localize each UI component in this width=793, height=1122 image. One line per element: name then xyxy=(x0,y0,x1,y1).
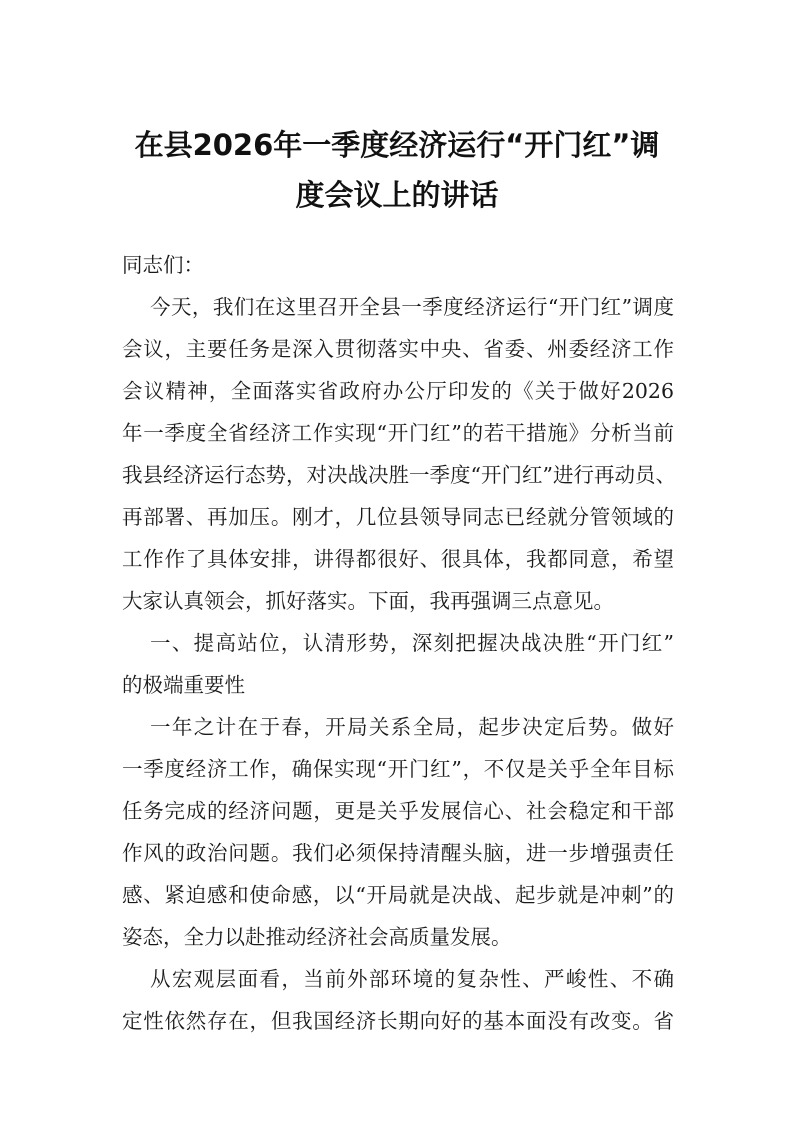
paragraph-line: 会议精神，全面落实省政府办公厅印发的《关于做好2026 xyxy=(122,379,674,403)
paragraph-line: 会议，主要任务是深入贯彻落实中央、省委、州委经济工作 xyxy=(122,337,674,361)
document-title xyxy=(110,120,684,220)
paragraph-line: 任务完成的经济问题，更是关乎发展信心、社会稳定和干部 xyxy=(122,799,674,823)
paragraph-line: 感、紧迫感和使命感，以“开局就是决战、起步就是冲刺”的 xyxy=(122,883,674,907)
paragraph-line: 从宏观层面看，当前外部环境的复杂性、严峻性、不确 xyxy=(150,967,674,991)
section-heading-line: 的极端重要性 xyxy=(122,673,245,697)
paragraph-line: 一季度经济工作，确保实现“开门红”，不仅是关乎全年目标 xyxy=(122,757,674,781)
section-heading-line: 一、提高站位，认清形势，深刻把握决战决胜“开门红” xyxy=(150,631,674,655)
paragraph-line: 一年之计在于春，开局关系全局，起步决定后势。做好 xyxy=(150,715,674,739)
paragraph-line: 工作作了具体安排，讲得都很好、很具体，我都同意，希望 xyxy=(122,547,674,571)
document-body xyxy=(122,244,674,1042)
paragraph-line: 再部署、再加压。刚才，几位县领导同志已经就分管领域的 xyxy=(122,505,674,529)
salutation: 同志们： xyxy=(122,253,204,277)
paragraph-line: 我县经济运行态势，对决战决胜一季度“开门红”进行再动员、 xyxy=(122,463,676,487)
paragraph-line: 今天，我们在这里召开全县一季度经济运行“开门红”调度 xyxy=(150,295,674,319)
paragraph-line: 姿态，全力以赴推动经济社会高质量发展。 xyxy=(122,925,512,949)
paragraph-line: 大家认真领会，抓好落实。下面，我再强调三点意见。 xyxy=(122,589,614,613)
paragraph-line: 年一季度全省经济工作实现“开门红”的若干措施》分析当前 xyxy=(122,421,674,445)
title-line-1: 在县2026年一季度经济运行“开门红”调 xyxy=(134,128,660,162)
title-line-2: 度会议上的讲话 xyxy=(295,178,499,212)
paragraph-line: 定性依然存在，但我国经济长期向好的基本面没有改变。省 xyxy=(122,1009,674,1033)
paragraph-line: 作风的政治问题。我们必须保持清醒头脑，进一步增强责任 xyxy=(122,841,674,865)
